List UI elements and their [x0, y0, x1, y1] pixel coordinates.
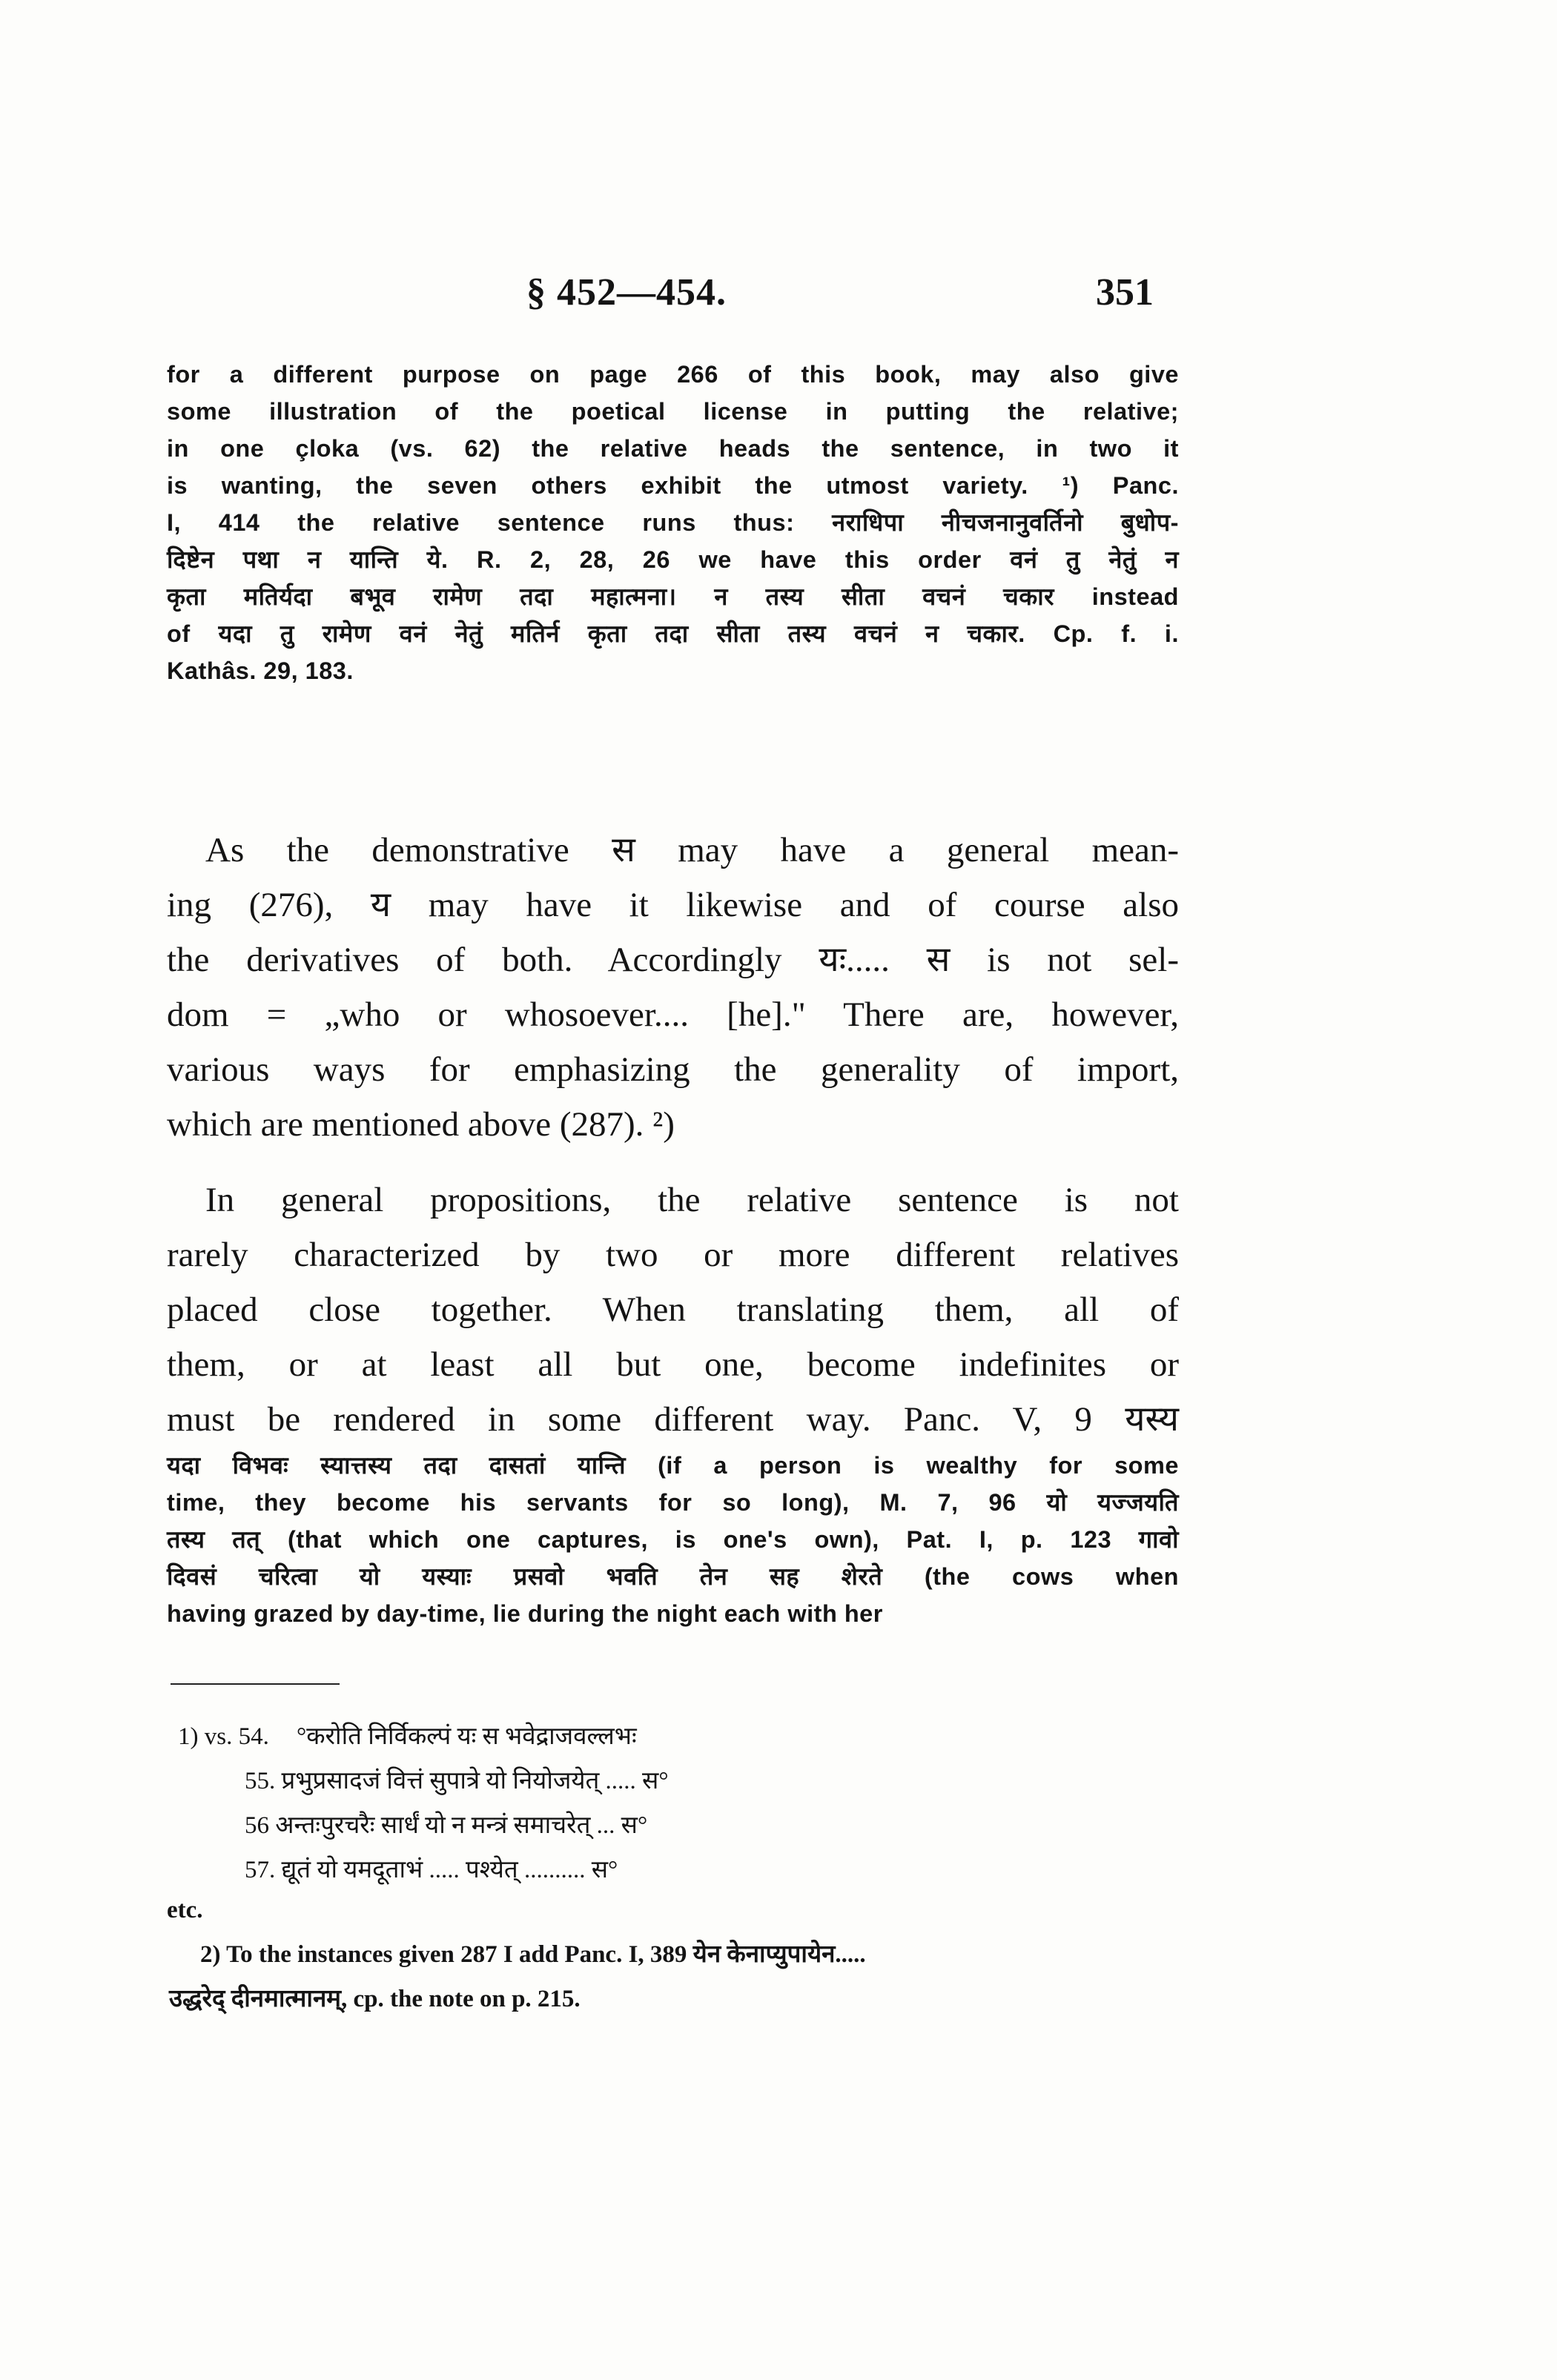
text-line: दिष्टेन पथा न यान्ति ये. R. 2, 28, 26 we have this order वनं तु नेतुं न [167, 546, 1179, 573]
text-line: dom = „who or whosoever.... [he]." There are, however, [167, 995, 1179, 1034]
footnote-marker: 1) vs. 54. [178, 1723, 269, 1750]
text-line: Kathâs. 29, 183. [167, 657, 354, 684]
text-line: In general propositions, the relative sentence is not [205, 1181, 1179, 1219]
text-line: having grazed by day-time, lie during the night each with her [167, 1600, 883, 1627]
text-line: some illustration of the poetical license in putting the relative; [167, 398, 1179, 425]
text-line: I, 414 the relative sentence runs thus: नराधिपा नीचजनानुवर्तिनो बुधोप- [167, 509, 1179, 536]
footnote-line: °करोति निर्विकल्पं यः स भवेद्राजवल्लभः [297, 1723, 637, 1750]
text-line: तस्य तत् (that which one captures, is one's own), Pat. I, p. 123 गावो [167, 1526, 1179, 1553]
text-line: which are mentioned above (287). ²) [167, 1105, 675, 1144]
text-line: for a different purpose on page 266 of this book, may also give [167, 361, 1179, 388]
page-number: 351 [1096, 271, 1154, 314]
paragraph-3 [167, 1173, 1179, 1447]
text-line: rarely characterized by two or more different relatives [167, 1236, 1179, 1274]
text-line: दिवसं चरित्वा यो यस्याः प्रसवो भवति तेन सह शेरते (the cows when [167, 1563, 1179, 1590]
footnote-line: उद्धरेद् दीनमात्मानम्, cp. the note on p. 215. [169, 1986, 581, 2012]
footnote-line: 56 अन्तःपुरचरैः सार्धं यो न मन्त्रं समाचरेत् ... स° [245, 1812, 648, 1839]
footnote-separator [171, 1683, 340, 1685]
page-header [0, 271, 1557, 330]
text-line: is wanting, the seven others exhibit the utmost variety. ¹) Panc. [167, 472, 1179, 499]
text-line: As the demonstrative स may have a general mean- [205, 831, 1179, 869]
text-line: in one çloka (vs. 62) the relative heads the sentence, in two it [167, 435, 1179, 462]
text-line: the derivatives of both. Accordingly यः..... स is not sel- [167, 941, 1179, 979]
paragraph-1 [167, 356, 1179, 689]
footnote-etc: etc. [167, 1897, 203, 1923]
paragraph-2 [167, 823, 1179, 1152]
text-line: various ways for emphasizing the generality of import, [167, 1050, 1179, 1089]
paragraph-3-continued [167, 1447, 1179, 1632]
text-line: must be rendered in some different way. Panc. V, 9 यस्य [167, 1400, 1179, 1439]
text-line: यदा विभवः स्यात्तस्य तदा दासतां यान्ति (if a person is wealthy for some [167, 1452, 1179, 1479]
text-line: them, or at least all but one, become indefinites or [167, 1345, 1179, 1384]
text-line: placed close together. When translating them, all of [167, 1290, 1179, 1329]
footnote-line: 57. द्यूतं यो यमदूताभं ..... पश्येत् .......... स° [245, 1857, 618, 1883]
footnote-line: 2) To the instances given 287 I add Panc. I, 389 येन केनाप्युपायेन..... [200, 1941, 866, 1968]
text-line: time, they become his servants for so long), M. 7, 96 यो यज्जयति [167, 1489, 1179, 1516]
footnote-line: 55. प्रभुप्रसादजं वित्तं सुपात्रे यो नियोजयेत् ..... स° [245, 1768, 669, 1794]
text-line: of यदा तु रामेण वनं नेतुं मतिर्न कृता तदा सीता तस्य वचनं न चकार. Cp. f. i. [167, 620, 1179, 647]
text-line: कृता मतिर्यदा बभूव रामेण तदा महात्मना। न तस्य सीता वचनं चकार instead [167, 583, 1179, 610]
text-line: ing (276), य may have it likewise and of course also [167, 886, 1179, 924]
running-head: § 452—454. [526, 271, 727, 314]
